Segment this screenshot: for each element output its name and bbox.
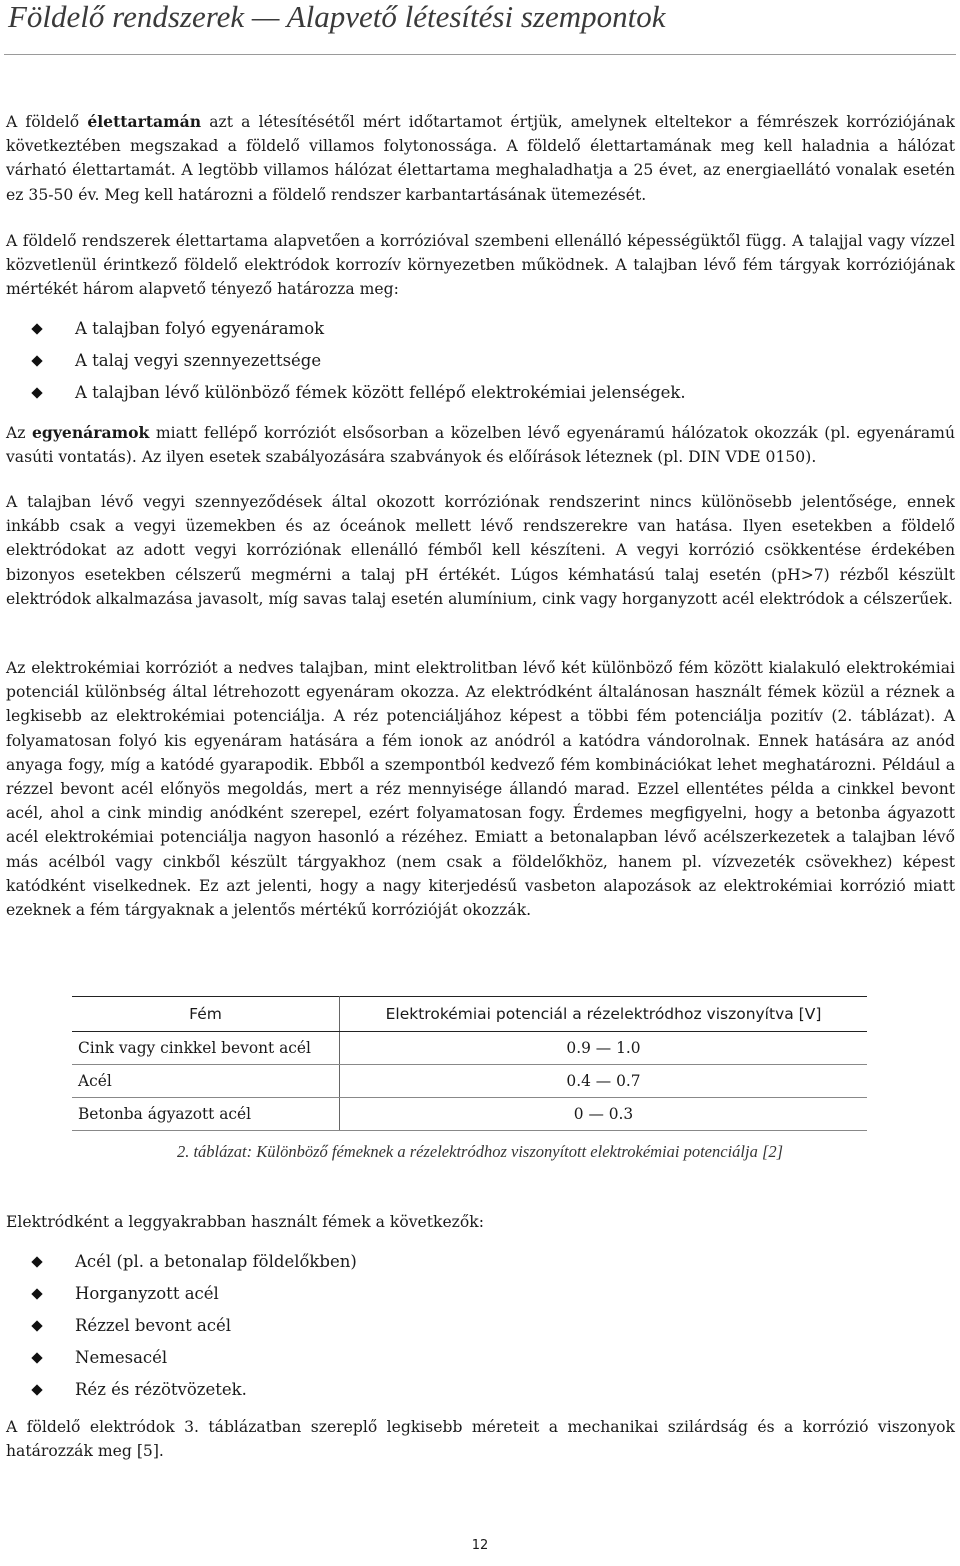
list-item-text: A talajban lévő különböző fémek között fellépő elektrokémiai jelenségek. xyxy=(75,383,686,402)
paragraph-corrosion-factors: A földelő rendszerek élettartama alapvetően a korrózióval szembeni ellenálló képességüktől függ. A talajjal vagy vízzel közvetlenül érintkező földelő elektródok korrozív környezetben működnek. A talajban lévő fém tárgyak korróziójának mértékét három alapvető tényező határozza meg: xyxy=(6,232,955,299)
column-header: Elektrokémiai potenciál a rézelektródhoz viszonyítva [V] xyxy=(340,997,868,1032)
table-cell: 0.9 — 1.0 xyxy=(340,1032,868,1065)
table-row xyxy=(72,1098,867,1131)
list-item xyxy=(6,377,946,409)
text-span: A földelő xyxy=(6,113,88,131)
table-cell: 0 — 0.3 xyxy=(340,1098,868,1131)
bold-term-lifetime: élettartamán xyxy=(87,112,202,131)
list-item xyxy=(6,1374,946,1406)
list-item-text: Rézzel bevont acél xyxy=(75,1316,232,1335)
table-cell: 0.4 — 0.7 xyxy=(340,1065,868,1098)
diamond-bullet-icon xyxy=(31,1384,42,1395)
text-span: miatt fellépő korróziót elsősorban a közelben lévő egyenáramú hálózatok okozzák (pl. egyenáramú vasúti vontatás). Az ilyen esetek szabályozására szabványok és előírások léteznek (pl. DIN VDE 0150). xyxy=(6,424,955,467)
paragraph-lifetime xyxy=(6,110,955,207)
paragraph-dimensions: A földelő elektródok 3. táblázatban szereplő legkisebb méreteit a mechanikai szilárdság és a korrózió viszonyok határozzák meg [5]. xyxy=(6,1418,955,1461)
page-number: 12 xyxy=(471,1538,489,1553)
list-item-text: Nemesacél xyxy=(75,1348,168,1367)
list-item-text: Horganyzott acél xyxy=(75,1284,219,1303)
column-header: Fém xyxy=(72,997,340,1032)
diamond-bullet-icon xyxy=(31,1352,42,1363)
list-item xyxy=(6,1278,946,1310)
table-caption: 2. táblázat: Különböző fémeknek a rézelektródhoz viszonyított elektrokémiai potenciálja [2] xyxy=(176,1142,784,1161)
table-row xyxy=(72,1032,867,1065)
text-span: Az xyxy=(6,424,33,442)
paragraph-electrochemical: Az elektrokémiai korróziót a nedves talajban, mint elektrolitban lévő két különböző fém között kialakuló elektrokémiai potenciál különbség által létrehozott egyenáram okozza. Az elektródként általánosan használt fémek közül a réznek a legkisebb az elektrokémiai potenciálja. A réz potenciáljához képest a többi fém potenciálja pozitív (2. táblázat). A folyamatosan folyó kis egyenáram hatására a fém ionok az anódról a katódra vándorolnak. Ennek hatására az anód anyaga fogy, míg a katódé gyarapodik. Ebből a szempontból kedvező fém kombinációkat lehet meghatározni. Például a rézzel bevont acél előnyös megoldás, mert a réz mennyisége állandó marad. Ezzel ellentétes példa a cinkkel bevont acél, ahol a cink mindig anódként szerepel, ezért folyamatosan fogy. Érdemes megfigyelni, hogy a betonba ágyazott acél elektrokémiai potenciálja nagyon hasonló a rézéhez. Emiatt a betonalapban lévő acélszerkezetek a talajban lévő más acélból vagy cinkből készült tárgyakhoz (nem csak a földelőkhöz, hanem pl. vízvezeték csövekhez) képest katódként viselkednek. Ez azt jelenti, hogy a nagy kiterjedésű vasbeton alapozások az elektrokémiai korrózió miatt ezeknek a fém tárgyaknak a jelentős mértékű korrózióját okozzák. xyxy=(6,659,955,920)
paragraph-dc-currents xyxy=(6,421,955,469)
diamond-bullet-icon xyxy=(31,1320,42,1331)
diamond-bullet-icon xyxy=(31,323,42,334)
page-title: Földelő rendszerek — Alapvető létesítési szempontok xyxy=(8,0,666,34)
list-item xyxy=(6,1246,946,1278)
paragraph-chemical: A talajban lévő vegyi szennyeződések által okozott korróziónak rendszerint nincs különösebb jelentősége, ennek inkább csak a vegyi üzemekben és az óceánok mellett lévő rendszerekre van hatása. Ilyen esetekben a földelő elektródokat az adott vegyi korróziónak ellenálló fémből kell készíteni. A vegyi korrózió csökkentése érdekében bizonyos esetekben célszerű megmérni a talaj pH értékét. Lúgos kémhatású talaj esetén (pH>7) rézből készült elektródok alkalmazása javasolt, míg savas talaj esetén alumínium, cink vagy horganyzott acél elektródok a célszerűek. xyxy=(6,493,955,608)
list-item-text: A talajban folyó egyenáramok xyxy=(75,319,325,338)
diamond-bullet-icon xyxy=(31,387,42,398)
diamond-bullet-icon xyxy=(31,355,42,366)
list-item-text: Réz és rézötvözetek. xyxy=(75,1380,247,1399)
list-item xyxy=(6,313,946,345)
table-header-row xyxy=(72,997,867,1032)
list-item-text: A talaj vegyi szennyezettsége xyxy=(75,351,322,370)
factors-list xyxy=(6,313,946,409)
table-cell: Acél xyxy=(72,1065,340,1098)
diamond-bullet-icon xyxy=(31,1256,42,1267)
table-cell: Betonba ágyazott acél xyxy=(72,1098,340,1131)
diamond-bullet-icon xyxy=(31,1288,42,1299)
table-row xyxy=(72,1065,867,1098)
title-divider xyxy=(4,54,956,55)
bold-term-dc: egyenáramok xyxy=(32,423,150,442)
text-span: azt a létesítésétől mért időtartamot értjük, amelynek elteltekor a fémrészek korróziójának következtében megszakad a földelő villamos folytonossága. A földelő élettartamának meg kell haladnia a hálózat várható élettartamát. A legtöbb villamos hálózat élettartama meghaladhatja a 25 évet, az energiaellátó vonalak esetén ez 35-50 év. Meg kell határozni a földelő rendszer karbantartásának ütemezését. xyxy=(6,113,955,204)
table-cell: Cink vagy cinkkel bevont acél xyxy=(72,1032,340,1065)
list-item xyxy=(6,345,946,377)
potential-table xyxy=(72,996,867,1131)
list-item xyxy=(6,1310,946,1342)
list-item-text: Acél (pl. a betonalap földelőkben) xyxy=(75,1252,357,1271)
metals-list xyxy=(6,1246,946,1406)
paragraph-electrode-metals: Elektródként a leggyakrabban használt fémek a következők: xyxy=(6,1213,484,1231)
list-item xyxy=(6,1342,946,1374)
